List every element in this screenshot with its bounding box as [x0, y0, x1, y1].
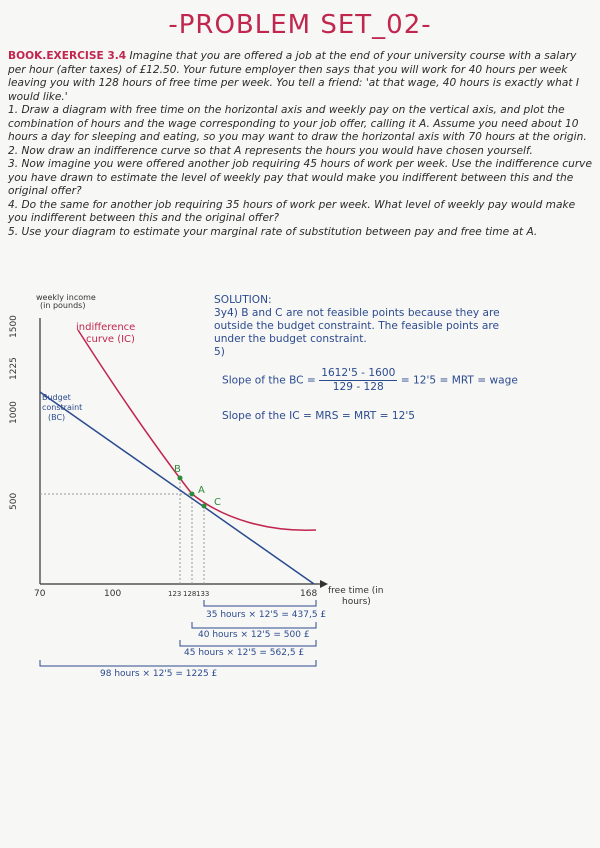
slope-ic-equation: Slope of the IC = MRS = MRT = 12'5	[222, 410, 416, 422]
question-4: 4. Do the same for another job requiring 35 hours of work per week. What level of weekly pay would make you indifferent between this and the original offer?	[8, 198, 576, 224]
y-axis-label-1: weekly income	[36, 293, 96, 302]
x-tick-168: 168	[300, 589, 318, 599]
x-axis-label-2: hours)	[342, 597, 371, 607]
slope-bc-numerator: 1612'5 - 1600	[321, 367, 396, 379]
solution-line-2: outside the budget constraint. The feasible points are	[214, 320, 500, 332]
question-1: 1. Draw a diagram with free time on the horizontal axis and weekly pay on the vertical axis, and plot the combination of hours and the wage corresponding to your job offer, calling it A. Assume you need about 10 hours a day for sleeping and eating, so you may want to draw the horizontal axis with 70 hours at the origin.	[8, 104, 587, 143]
bc-label-2: constraint	[42, 403, 83, 412]
bracket-45-hours	[180, 640, 316, 646]
question-3: 3. Now imagine you were offered another job requiring 45 hours of work per week. Use the indifference curve you have drawn to estimate the level of weekly pay that would make you indifferent between this and the original offer?	[8, 158, 592, 197]
exercise-heading: BOOK.EXERCISE 3.4	[8, 50, 127, 62]
slope-bc-result: = 12'5 = MRT = wage	[400, 374, 518, 387]
y-tick-1500: 1500	[9, 315, 19, 338]
x-axis-arrow-icon	[320, 580, 328, 588]
x-tick-133: 133	[196, 590, 210, 598]
page-title: -PROBLEM SET_02-	[168, 10, 432, 40]
x-tick-100: 100	[104, 589, 122, 599]
point-b-marker	[178, 476, 183, 481]
point-a-marker	[190, 492, 195, 497]
budget-constraint-line	[40, 392, 314, 584]
question-2: 2. Now draw an indifference curve so that A represents the hours you would have chosen yourself.	[8, 144, 533, 157]
bracket-40-label: 40 hours × 12'5 = 500 £	[198, 630, 310, 640]
point-b-label: B	[174, 464, 181, 475]
ic-label-2: curve (IC)	[86, 334, 135, 345]
x-axis-label-1: free time (in	[328, 586, 384, 596]
point-c-label: C	[214, 497, 221, 508]
bracket-40-hours	[192, 622, 316, 628]
solution-label: SOLUTION:	[214, 294, 272, 306]
y-tick-1225: 1225	[9, 357, 19, 380]
problem-intro: Imagine that you are offered a job at the end of your university course with a salary per hour (after taxes) of £12.50. Your future employer then says that you will work for 40 hours per week leaving you with 128 hours of free time per week. You tell a friend: 'at that wage, 40 hours is exactly what I would like.'	[8, 50, 579, 103]
solution-line-1: 3y4) B and C are not feasible points because they are	[214, 307, 500, 319]
ic-label-1: indifference	[76, 322, 136, 333]
question-5: 5. Use your diagram to estimate your marginal rate of substitution between pay and free time at A.	[8, 225, 538, 238]
x-tick-128: 128	[183, 590, 197, 598]
x-tick-123: 123	[168, 590, 182, 598]
slope-bc-denominator: 129 - 128	[332, 381, 384, 393]
y-axis-label-2: (in pounds)	[40, 301, 86, 310]
indifference-curve	[78, 330, 316, 530]
slope-bc-prefix: Slope of the BC =	[222, 374, 316, 387]
bracket-98-hours	[40, 660, 316, 666]
point-c-marker	[202, 504, 207, 509]
bracket-35-hours	[204, 600, 316, 606]
bracket-98-label: 98 hours × 12'5 = 1225 £	[100, 669, 218, 679]
y-tick-500: 500	[9, 492, 19, 510]
solution-line-4: 5)	[214, 346, 225, 358]
y-tick-1000: 1000	[9, 401, 19, 424]
bc-label-3: (BC)	[48, 413, 66, 422]
x-tick-70: 70	[34, 589, 46, 599]
point-a-label: A	[198, 485, 205, 496]
bracket-35-label: 35 hours × 12'5 = 437,5 £	[206, 610, 327, 620]
bracket-45-label: 45 hours × 12'5 = 562,5 £	[184, 648, 305, 658]
solution-line-3: under the budget constraint.	[214, 333, 367, 345]
bc-label-1: Budget	[42, 393, 71, 402]
